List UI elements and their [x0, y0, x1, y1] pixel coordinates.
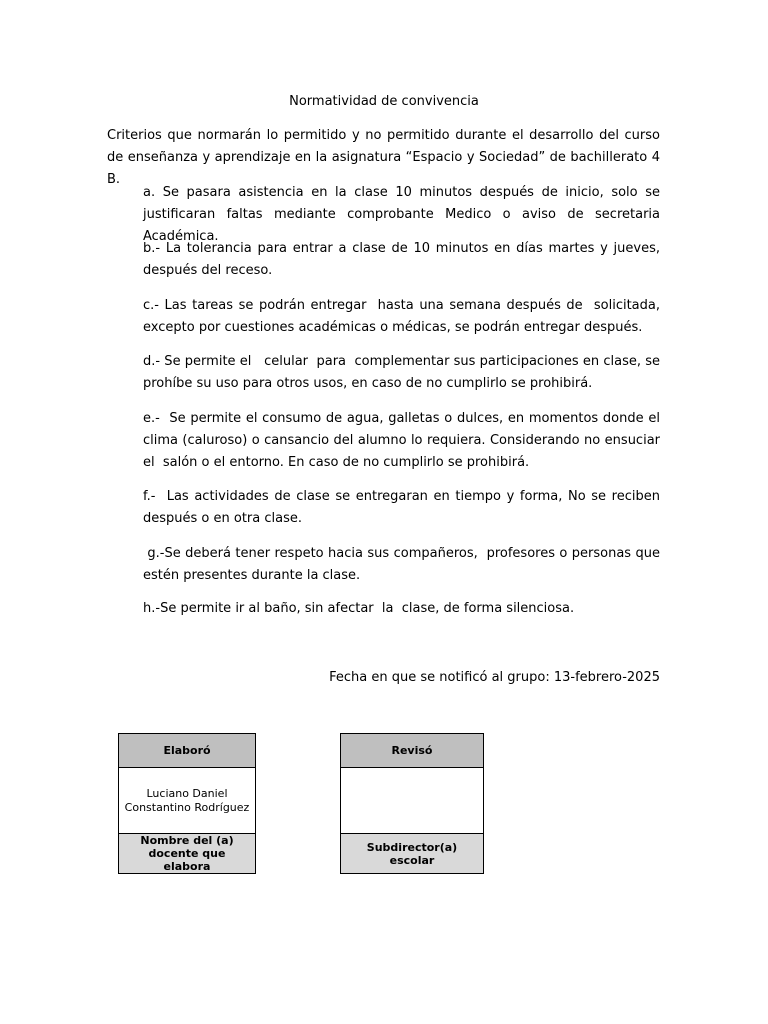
criterion-h: h.-Se permite ir al baño, sin afectar la clase, de forma silenciosa.: [143, 601, 575, 616]
signature-header: Revisó: [341, 734, 483, 768]
signature-box-elaboro: [118, 733, 256, 874]
criterion-c: c.- Las tareas se podrán entregar hasta una semana después de solicitada, excepto por cuestiones académicas o médicas, se podrán entregar después.: [143, 298, 665, 335]
criterion-f: f.- Las actividades de clase se entregaran en tiempo y forma, No se reciben después o en otra clase.: [143, 489, 665, 526]
signature-name: [341, 768, 483, 834]
intro-paragraph: Criterios que normarán lo permitido y no permitido durante el desarrollo del curso de enseñanza y aprendizaje en la asignatura “Espacio y Sociedad” de bachillerato 4 B.: [107, 128, 660, 187]
signature-header: Elaboró: [119, 734, 255, 768]
signature-box-reviso: [340, 733, 484, 874]
notice-date: Fecha en que se notificó al grupo: 13-febrero-2025: [329, 670, 660, 685]
signature-role: Nombre del (a) docente que elabora: [119, 834, 255, 873]
criterion-b: b.- La tolerancia para entrar a clase de 10 minutos en días martes y jueves, después del receso.: [143, 241, 665, 278]
signature-role: Subdirector(a) escolar: [341, 834, 483, 873]
criterion-g: g.-Se deberá tener respeto hacia sus compañeros, profesores o personas que estén presentes durante la clase.: [143, 546, 665, 583]
criterion-d: d.- Se permite el celular para complementar sus participaciones en clase, se prohíbe su uso para otros usos, en caso de no cumplirlo se prohibirá.: [143, 354, 665, 391]
document-title: Normatividad de convivencia: [289, 94, 479, 109]
criterion-a: a. Se pasara asistencia en la clase 10 minutos después de inicio, solo se justificaran faltas mediante comprobante Medico o aviso de secretaria Académica.: [143, 185, 669, 244]
signature-name: Luciano Daniel Constantino Rodríguez: [119, 768, 255, 834]
criterion-e: e.- Se permite el consumo de agua, galletas o dulces, en momentos donde el clima (caluroso) o cansancio del alumno lo requiera. Considerando no ensuciar el salón o el entorno. En caso de no cumplirlo se prohibirá.: [143, 411, 665, 470]
